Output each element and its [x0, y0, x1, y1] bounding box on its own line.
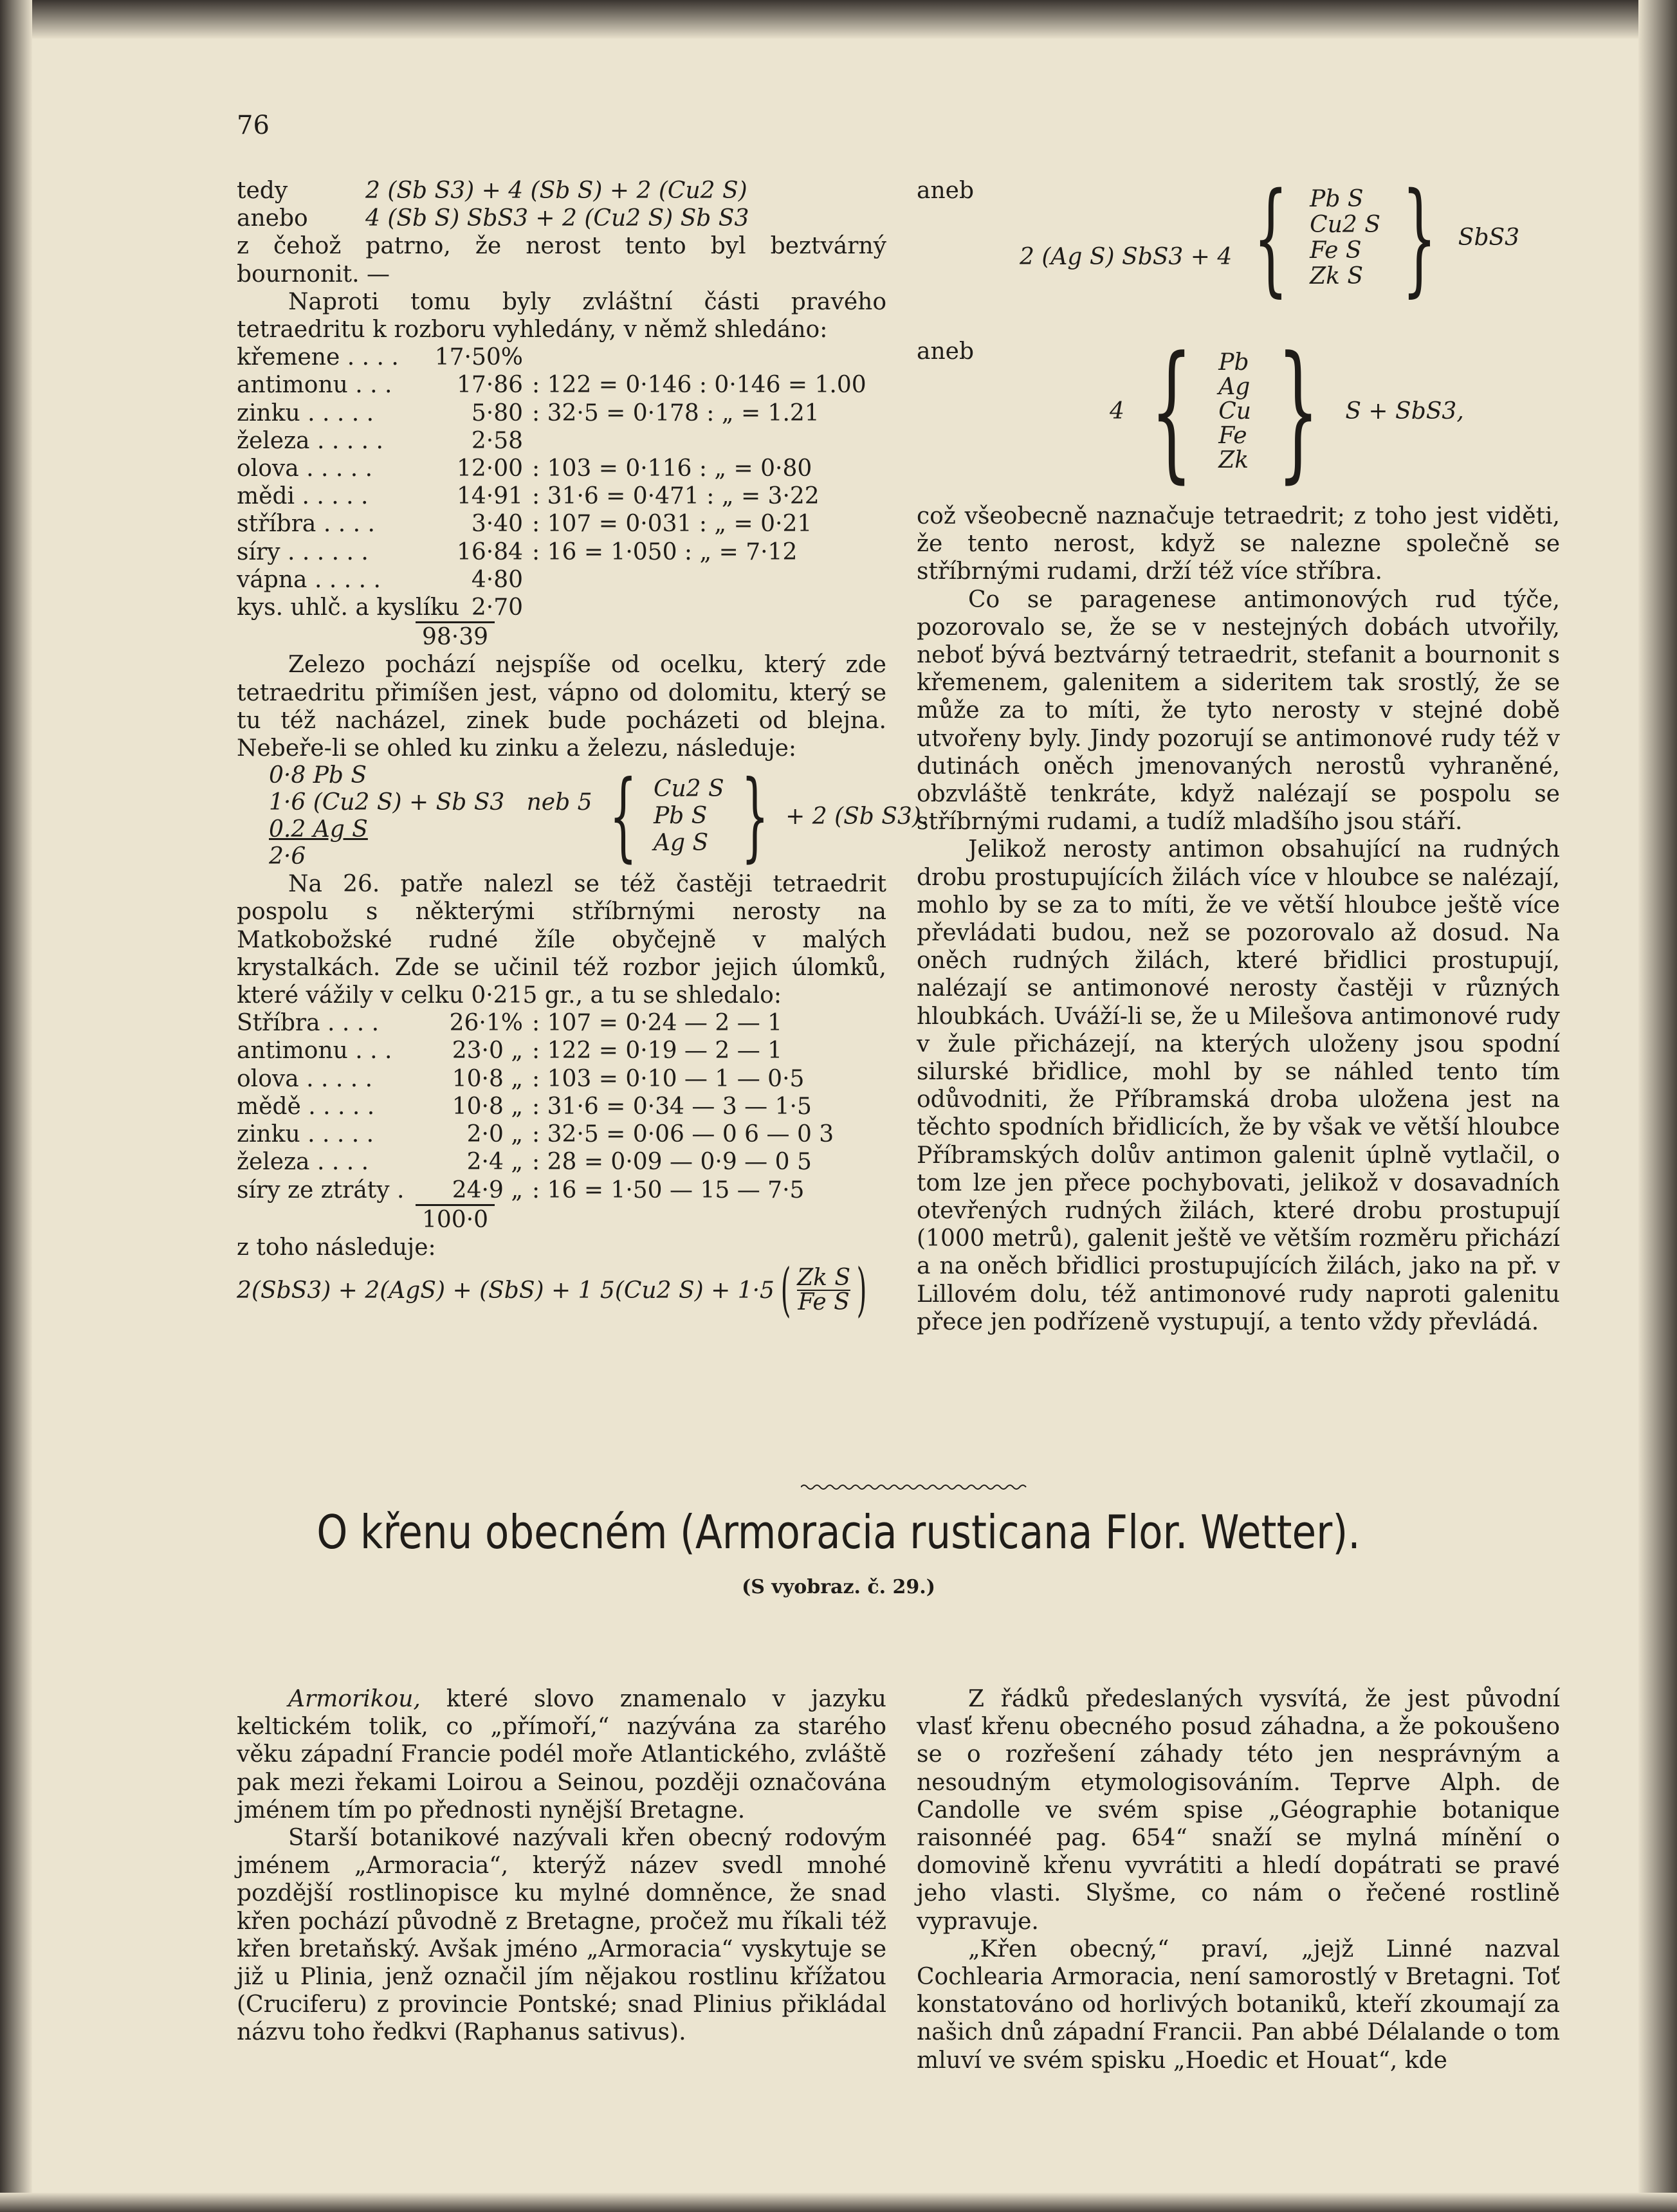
table-cell-val: 16·84: [456, 538, 523, 565]
paragraph: Jelikož nerosty antimon obsahující na rudných drobu prostupujících žilách více v hloubce se nalézají, mohlo by se za to míti, že ve větší hloubce ještě více převládati budou, než se pozorovalo až dosud. Na oněch rudných žilách, které břidlici prostupují, nalézají se antimonové nerosty častěji v různých hloubkách. Uváží-li se, že u Milešova antimonové rudy v žule přicházejí, na kterých uloženy jsou spodní silurské břidlice, mohl by se náhled tento tím odůvodniti, že Příbramská droba uložena jest na těchto spodních břidlicích, že by však ve větší hloubce Příbramských dolův antimon galenit úplně vytlačil, o tom lze jen přece pochybovati, jelikož v dosavadních otevřených rudných žilách, které drobu prostupují (1000 metrů), galenit ještě ve větším rozměru přichází a na oněch břidlici prostupujících žilách, jako na př. v Lillovém dolu, též antimonové rudy naproti galenitu přece jen podřízeně vystupují, a tento vždy převládá.: [917, 836, 1560, 1335]
paragraph: [237, 1685, 886, 1824]
table-cell-rest: : 122 = 0·146 : 0·146 = 1.00: [532, 372, 866, 399]
left-brace: {: [1253, 167, 1288, 309]
table-row: [237, 538, 886, 566]
table-cell-name: olova . . . . .: [237, 455, 373, 482]
table-row: [237, 427, 886, 455]
table-cell-name: stříbra . . . .: [237, 511, 375, 538]
table-cell-rest: : 31·6 = 0·471 : „ = 3·22: [532, 483, 820, 510]
table-cell-val: 5·80: [471, 399, 523, 426]
formula-label: tedy: [237, 178, 288, 204]
table-row: [237, 1009, 886, 1037]
table-cell-val: 23·0 „: [452, 1037, 523, 1065]
table-cell-name: antimonu . . .: [237, 372, 392, 399]
formula-block: [917, 167, 1560, 309]
table-cell-rest: : 32·5 = 0·06 — 0 6 — 0 3: [532, 1121, 834, 1148]
table-cell-rest: : 16 = 1·050 : „ = 7·12: [532, 538, 798, 565]
table-cell-val: 10·8 „: [452, 1093, 523, 1120]
table-cell-name: kys. uhlč. a kyslíku: [237, 594, 460, 621]
paragraph: Starší botanikové nazývali křen obecný rodovým jménem „Armoracia“, kterýž název svedl mnohé pozdější rostlinopisce ku mylné domněnce, že snad křen pochází původně z Bretagne, pročež mu říkali též křen bretaňský. Avšak jméno „Armoracia“ vyskytuje se již u Plinia, jenž označil jím nějakou rostlinu křížatou (Cruciferu) z provincie Pontské; snad Plinius přikládal názvu toho ředkvi (Raphanus sativus).: [237, 1825, 886, 2046]
paragraph: Naproti tomu byly zvláštní části pravého tetraedritu k rozboru vyhledány, v němž shledáno:: [237, 288, 886, 343]
table-cell-name: síry . . . . . .: [237, 538, 369, 565]
table-cell-rest: : 28 = 0·09 — 0·9 — 0 5: [532, 1149, 812, 1176]
paragraph: z čehož patrno, že nerost tento byl beztvárný bournonit. —: [237, 233, 886, 288]
table-cell-rest: : 122 = 0·19 — 2 — 1: [532, 1037, 783, 1065]
table-row: [237, 1065, 886, 1093]
brace-items: [1218, 351, 1251, 473]
table-row: [237, 1120, 886, 1148]
paragraph: Zelezo pochází nejspíše od ocelku, který zde tetraedritu přimíšen jest, vápno od dolomitu, který se tu též nacházel, zinek bude pocházeti od blejna. Nebeře-li se ohled ku zinku a železu, následuje:: [237, 652, 886, 762]
analysis-table-1: [237, 343, 886, 621]
table-cell-name: zinku . . . . .: [237, 1121, 374, 1148]
table-row: [237, 1148, 886, 1176]
table-row: [237, 343, 886, 371]
brace-item: Cu2 S: [1310, 212, 1380, 238]
brace-items: [1310, 187, 1380, 289]
formula-block: [917, 325, 1560, 497]
formula-tail: SbS3: [1458, 224, 1520, 251]
fraction-bottom: Fe S: [798, 1289, 850, 1316]
table-cell-val: 14·91: [456, 483, 523, 510]
formula: 4: [1110, 398, 1124, 425]
article-subtitle: (S vyobraz. č. 29.): [742, 1576, 935, 1598]
table-cell-rest: [523, 566, 886, 594]
paragraph: z toho následuje:: [237, 1234, 436, 1261]
table-cell-val: 2·0 „: [466, 1121, 523, 1148]
table-cell-val: 10·8 „: [452, 1065, 523, 1092]
table-cell-val: 12·00: [456, 455, 523, 482]
right-brace: }: [1402, 167, 1437, 309]
table-cell-val: 2·70: [471, 594, 523, 621]
brace-item: Zk S: [1310, 263, 1364, 289]
paragraph: což všeobecně naznačuje tetraedrit; z toho jest viděti, že tento nerost, když se nalezne společně se stříbrnými rudami, drží též více stříbra.: [917, 503, 1560, 585]
table-cell-rest: : 103 = 0·116 : „ = 0·80: [532, 455, 812, 482]
scan-edge-top: [0, 0, 1677, 39]
brace-item: Fe S: [1310, 237, 1362, 264]
formula-tail: S + SbS3,: [1345, 398, 1464, 425]
paragraph: Co se paragenese antimonových rud týče, pozorovalo se, že se v nestejných dobách utvořily, neboť bývá beztvárný tetraedrit, stefanit a bournonit s křemenem, galenitem a sideritem tak srostlý, že se může za to míti, že tyto nerosty v stejné době utvořeny byly. Jindy pozorují se antimonové rudy též v dutinách oněch jmenovaných nerostů vyhraněné, obzvláště tenkráte, když nalézají se pospolu se stříbrnými rudami, a tudíž mladšího jsou stáří.: [917, 586, 1560, 836]
table-row: [237, 455, 886, 482]
paragraph: Na 26. patře nalezl se též častěji tetraedrit pospolu s některými stříbrnými nerosty na Matkobožské rudné žíle obyčejně v malých krystalkách. Zde se učinil též rozbor jejich úlomků, které vážily v celku 0·215 gr., a tu se shledalo:: [237, 871, 886, 1009]
brace-item: Pb S: [653, 803, 708, 830]
paragraph: Z řádků předeslaných vysvítá, že jest původní vlasť křenu obecného posud záhadna, a že pokoušeno se o rozřešení záhady této jen nesprávným a nesoudným etymologisováním. Teprve Alph. de Candolle ve svém spise „Géographie botanique raisonnéé pag. 654“ snaží se mylná mínění o domovině křenu vyvrátiti a hledí dopátrati se pravé jeho vlasti. Slyšme, co nám o řečené rostlině vypravuje.: [917, 1686, 1560, 1935]
table-cell-rest: : 31·6 = 0·34 — 3 — 1·5: [532, 1093, 812, 1120]
table-cell-name: vápna . . . . .: [237, 566, 381, 593]
formula: 4 (Sb S) SbS3 + 2 (Cu2 S) Sb S3: [365, 205, 749, 232]
analysis-table-2: [237, 1009, 886, 1203]
formula-line: 0.2 Ag S: [269, 816, 368, 843]
table-cell-val: 26·1%: [449, 1010, 523, 1037]
table-sum: 100·0: [416, 1204, 495, 1234]
right-brace: }: [740, 760, 769, 873]
wavy-divider: [801, 1481, 1029, 1494]
table-cell-val: 4·80: [471, 566, 523, 593]
table-row: [237, 482, 886, 510]
formula-line: 1·6 (Cu2 S) + Sb S3 neb 5: [269, 789, 592, 816]
table-cell-name: síry ze ztráty .: [237, 1176, 405, 1203]
table-cell-rest: : 32·5 = 0·178 : „ = 1.21: [532, 399, 820, 426]
table-cell-rest: : 107 = 0·24 — 2 — 1: [532, 1010, 783, 1037]
fraction-top: Zk S: [797, 1265, 851, 1292]
left-column-bottom: [237, 1685, 886, 2047]
table-cell-name: mědi . . . . .: [237, 483, 369, 510]
table-row: [237, 510, 886, 538]
table-cell-name: zinku . . . . .: [237, 399, 374, 426]
mineral-formula: [269, 760, 929, 873]
table-cell-val: 17·86: [456, 372, 523, 399]
formula-line: 0·8 Pb S: [269, 762, 367, 789]
brace-item: Ag S: [653, 830, 709, 857]
table-row: [237, 371, 886, 399]
table-cell-val: 24·9 „: [452, 1176, 523, 1203]
table-cell-name: olova . . . . .: [237, 1065, 373, 1092]
article-title: O křenu obecném (Armoracia rusticana Flor. Wetter).: [316, 1505, 1361, 1559]
table-row: [237, 566, 886, 594]
scan-edge-bottom: [0, 2193, 1677, 2212]
page-number: 76: [237, 111, 270, 140]
paragraph-text: které slovo znamenalo v jazyku keltickém tolik, co „přímoří,“ nazývána za starého věku západní Francie podél moře Atlantického, zvláště pak mezi řekami Loirou a Seinou, později označována jménem tím po přednosti nynější Bretagne.: [237, 1686, 886, 1824]
table-row: [237, 1093, 886, 1120]
table-cell-name: antimonu . . .: [237, 1037, 392, 1065]
scan-edge-right: [1638, 0, 1677, 2212]
formula-tail: + 2 (Sb S3).: [785, 803, 929, 830]
brace-item: Cu2 S: [653, 776, 724, 803]
table-cell-rest: [523, 594, 886, 621]
table-cell-rest: : 16 = 1·50 — 15 — 7·5: [532, 1176, 805, 1203]
right-column-top: [917, 167, 1560, 1336]
formula-row: [237, 177, 886, 205]
left-column-top: [237, 177, 929, 1324]
table-cell-val: 3·40: [471, 511, 523, 538]
right-brace: }: [1277, 325, 1320, 497]
table-cell-name: železa . . . .: [237, 1149, 369, 1176]
brace-item: Zk: [1218, 447, 1249, 473]
table-row: [237, 1176, 886, 1204]
table-cell-rest: [523, 343, 886, 371]
lead-word: Armorikou,: [288, 1686, 421, 1712]
brace-items: [654, 776, 724, 857]
paragraph: „Křen obecný,“ praví, „jejž Linné nazval Cochlearia Armoracia, není samorostlý v Bretagni. Toť konstatováno od horlivých botaniků, kteří zkoumají za našich dnů západní Francii. Pan abbé Délalande o tom mluví ve svém spisku „Hoedic et Houat“, kde: [917, 1935, 1560, 2074]
formula-row: [237, 205, 886, 232]
formula-label: aneb: [917, 338, 974, 365]
table-row: [237, 1037, 886, 1065]
table-cell-val: 2·4 „: [466, 1149, 523, 1176]
brace-item: Ag: [1218, 374, 1251, 400]
formula-sum: 2·6: [269, 843, 306, 870]
scan-edge-left: [0, 0, 32, 2212]
formula-label: anebo: [237, 205, 308, 232]
brace-item: Pb: [1218, 349, 1249, 376]
table-cell-name: křemene . . . .: [237, 344, 399, 371]
brace-item: Fe: [1218, 423, 1247, 449]
table-cell-rest: : 103 = 0·10 — 1 — 0·5: [532, 1065, 805, 1092]
left-brace: {: [609, 760, 637, 873]
right-column-bottom: [917, 1685, 1560, 2074]
table-row: [237, 399, 886, 427]
table-cell-rest: : 107 = 0·031 : „ = 0·21: [532, 511, 812, 538]
table-cell-val: 2·58: [471, 427, 523, 454]
table-row: [237, 594, 886, 621]
brace-item: Cu: [1218, 398, 1251, 425]
final-formula: [237, 1256, 886, 1324]
table-cell-name: železa . . . . .: [237, 427, 383, 454]
brace-item: Pb S: [1310, 186, 1364, 212]
table-cell-name: Stříbra . . . .: [237, 1010, 380, 1037]
table-cell-name: mědě . . . . .: [237, 1093, 375, 1120]
right-paren: ): [856, 1256, 867, 1324]
table-cell-val: 17·50%: [434, 344, 523, 371]
formula-label: aneb: [917, 178, 974, 204]
formula: 2 (Sb S3) + 4 (Sb S) + 2 (Cu2 S): [365, 178, 747, 204]
formula: 2(SbS3) + 2(AgS) + (SbS) + 1 5(Cu2 S) + 1·5: [237, 1277, 774, 1304]
left-paren: (: [780, 1256, 791, 1324]
left-brace: {: [1150, 325, 1193, 497]
table-cell-rest: [523, 427, 886, 455]
table-sum: 98·39: [416, 621, 495, 651]
formula: 2 (Ag S) SbS3 + 4: [1020, 244, 1233, 271]
